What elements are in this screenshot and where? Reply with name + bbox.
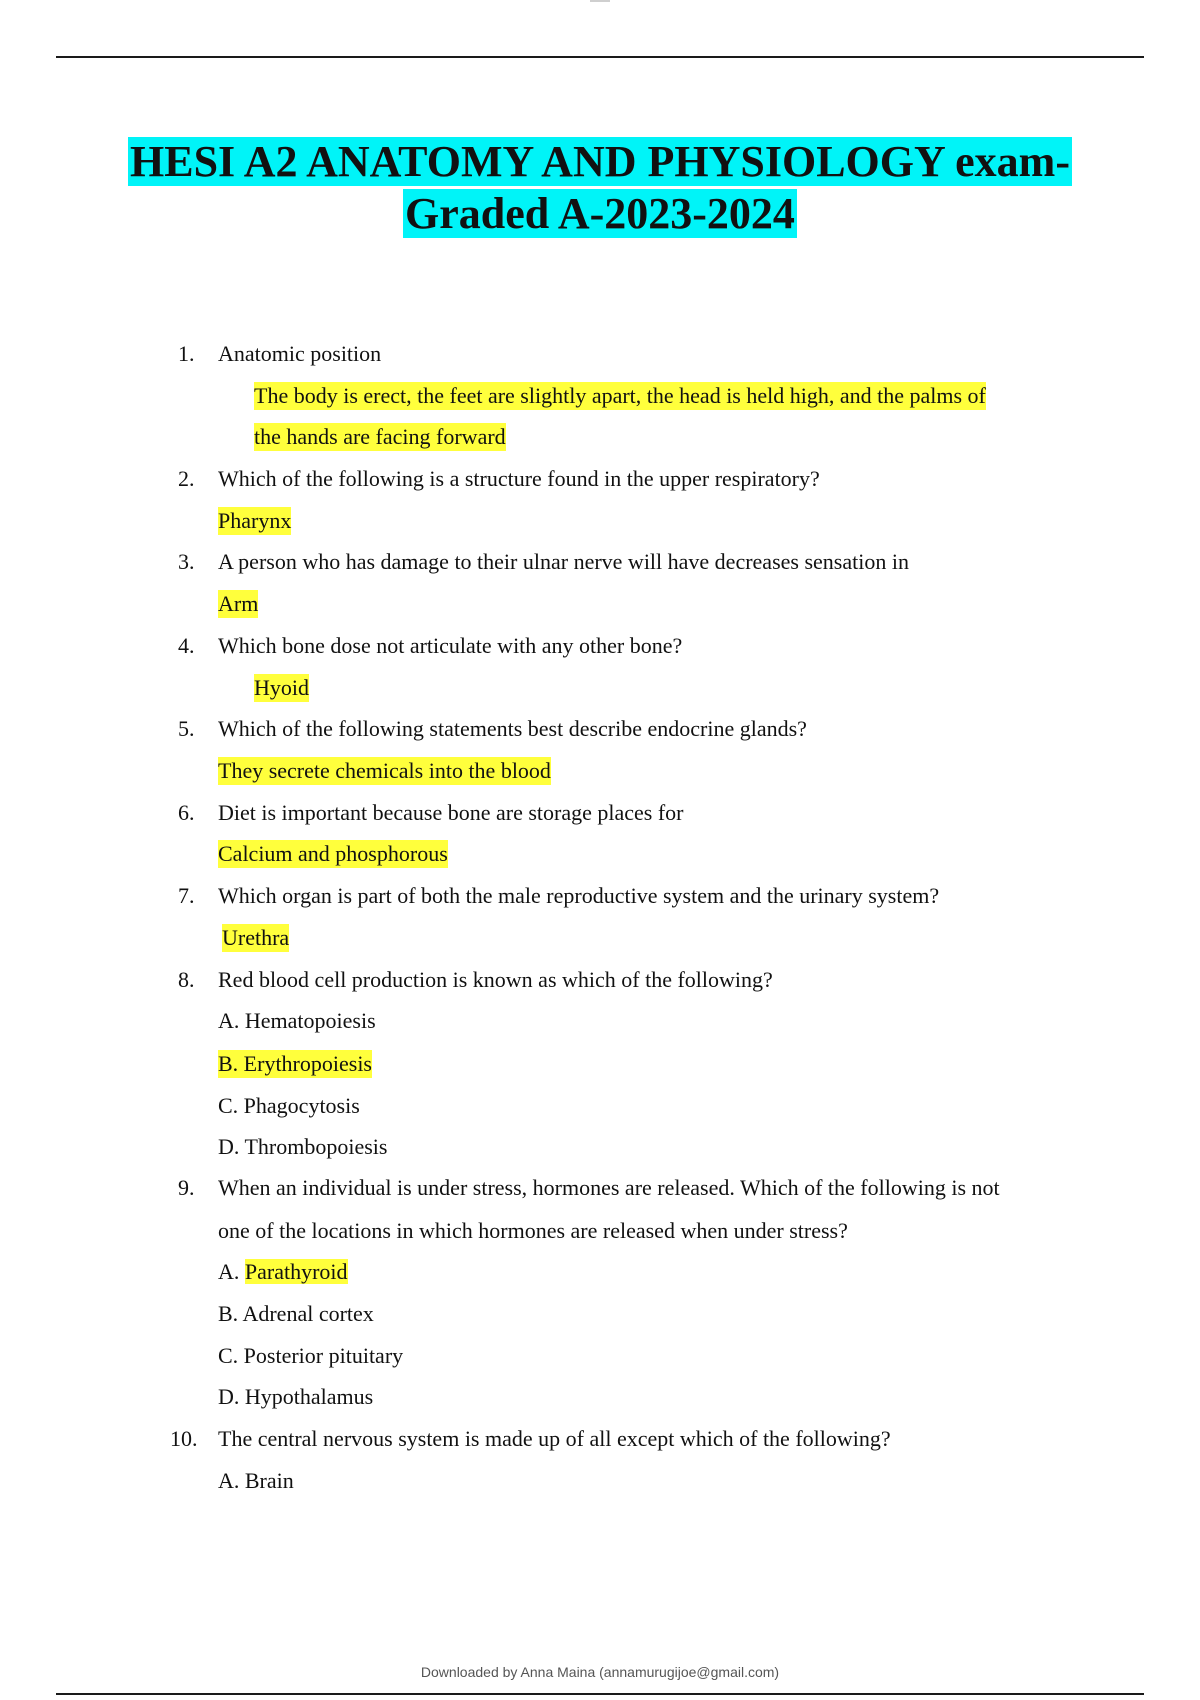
answer-option: D. Thrombopoiesis: [218, 1134, 388, 1159]
question-text: one of the locations in which hormones are released when under stress?: [218, 1218, 848, 1243]
answer-highlight: Calcium and phosphorous: [218, 841, 448, 866]
answer-option: C. Phagocytosis: [218, 1093, 360, 1118]
answer-highlight: Parathyroid: [244, 1259, 348, 1284]
question-number: 8.: [178, 967, 195, 992]
question-number: 2.: [178, 466, 195, 491]
option-prefix: A.: [218, 1259, 240, 1284]
question-number: 7.: [178, 883, 195, 908]
answer-highlight: Pharynx: [218, 508, 292, 533]
answer-highlight: Arm: [218, 591, 259, 616]
question-text: When an individual is under stress, hormones are released. Which of the following is not: [218, 1175, 1000, 1200]
question-text: A person who has damage to their ulnar nerve will have decreases sensation in: [218, 549, 909, 574]
question-number: 10.: [170, 1426, 198, 1451]
title-line-1: HESI A2 ANATOMY AND PHYSIOLOGY exam-: [130, 137, 1070, 186]
answer-option: [218, 1258, 348, 1286]
question-text: Which of the following statements best describe endocrine glands?: [218, 716, 807, 741]
question-number: 9.: [178, 1175, 195, 1200]
question-text: Diet is important because bone are storage places for: [218, 800, 684, 825]
answer-option: B. Adrenal cortex: [218, 1301, 374, 1326]
answer-highlight: Urethra: [222, 925, 290, 950]
title-line-2: Graded A-2023-2024: [405, 189, 795, 238]
question-number: 6.: [178, 800, 195, 825]
answer-highlight: the hands are facing forward: [254, 424, 506, 449]
footer-rule: [56, 1693, 1144, 1695]
download-footer: Downloaded by Anna Maina (annamurugijoe@gmail.com): [420, 1664, 780, 1680]
answer-option: A. Hematopoiesis: [218, 1008, 376, 1033]
answer-option: C. Posterior pituitary: [218, 1343, 404, 1368]
answer-option: A. Brain: [218, 1468, 294, 1493]
question-text: Red blood cell production is known as which of the following?: [218, 967, 773, 992]
answer-option-highlighted: B. Erythropoiesis: [218, 1051, 372, 1076]
answer-highlight: The body is erect, the feet are slightly apart, the head is held high, and the palms of: [254, 383, 986, 408]
question-number: 3.: [178, 549, 195, 574]
answer-highlight: Hyoid: [254, 675, 309, 700]
answer-option: D. Hypothalamus: [218, 1384, 374, 1409]
question-text: Which of the following is a structure found in the upper respiratory?: [218, 466, 820, 491]
question-number: 5.: [178, 716, 195, 741]
question-text: Anatomic position: [218, 341, 382, 366]
question-number: 4.: [178, 633, 195, 658]
question-text: The central nervous system is made up of all except which of the following?: [218, 1426, 891, 1451]
question-text: Which organ is part of both the male reproductive system and the urinary system?: [218, 883, 940, 908]
answer-highlight: They secrete chemicals into the blood: [218, 758, 551, 783]
question-text: Which bone dose not articulate with any other bone?: [218, 633, 683, 658]
question-number: 1.: [178, 341, 195, 366]
